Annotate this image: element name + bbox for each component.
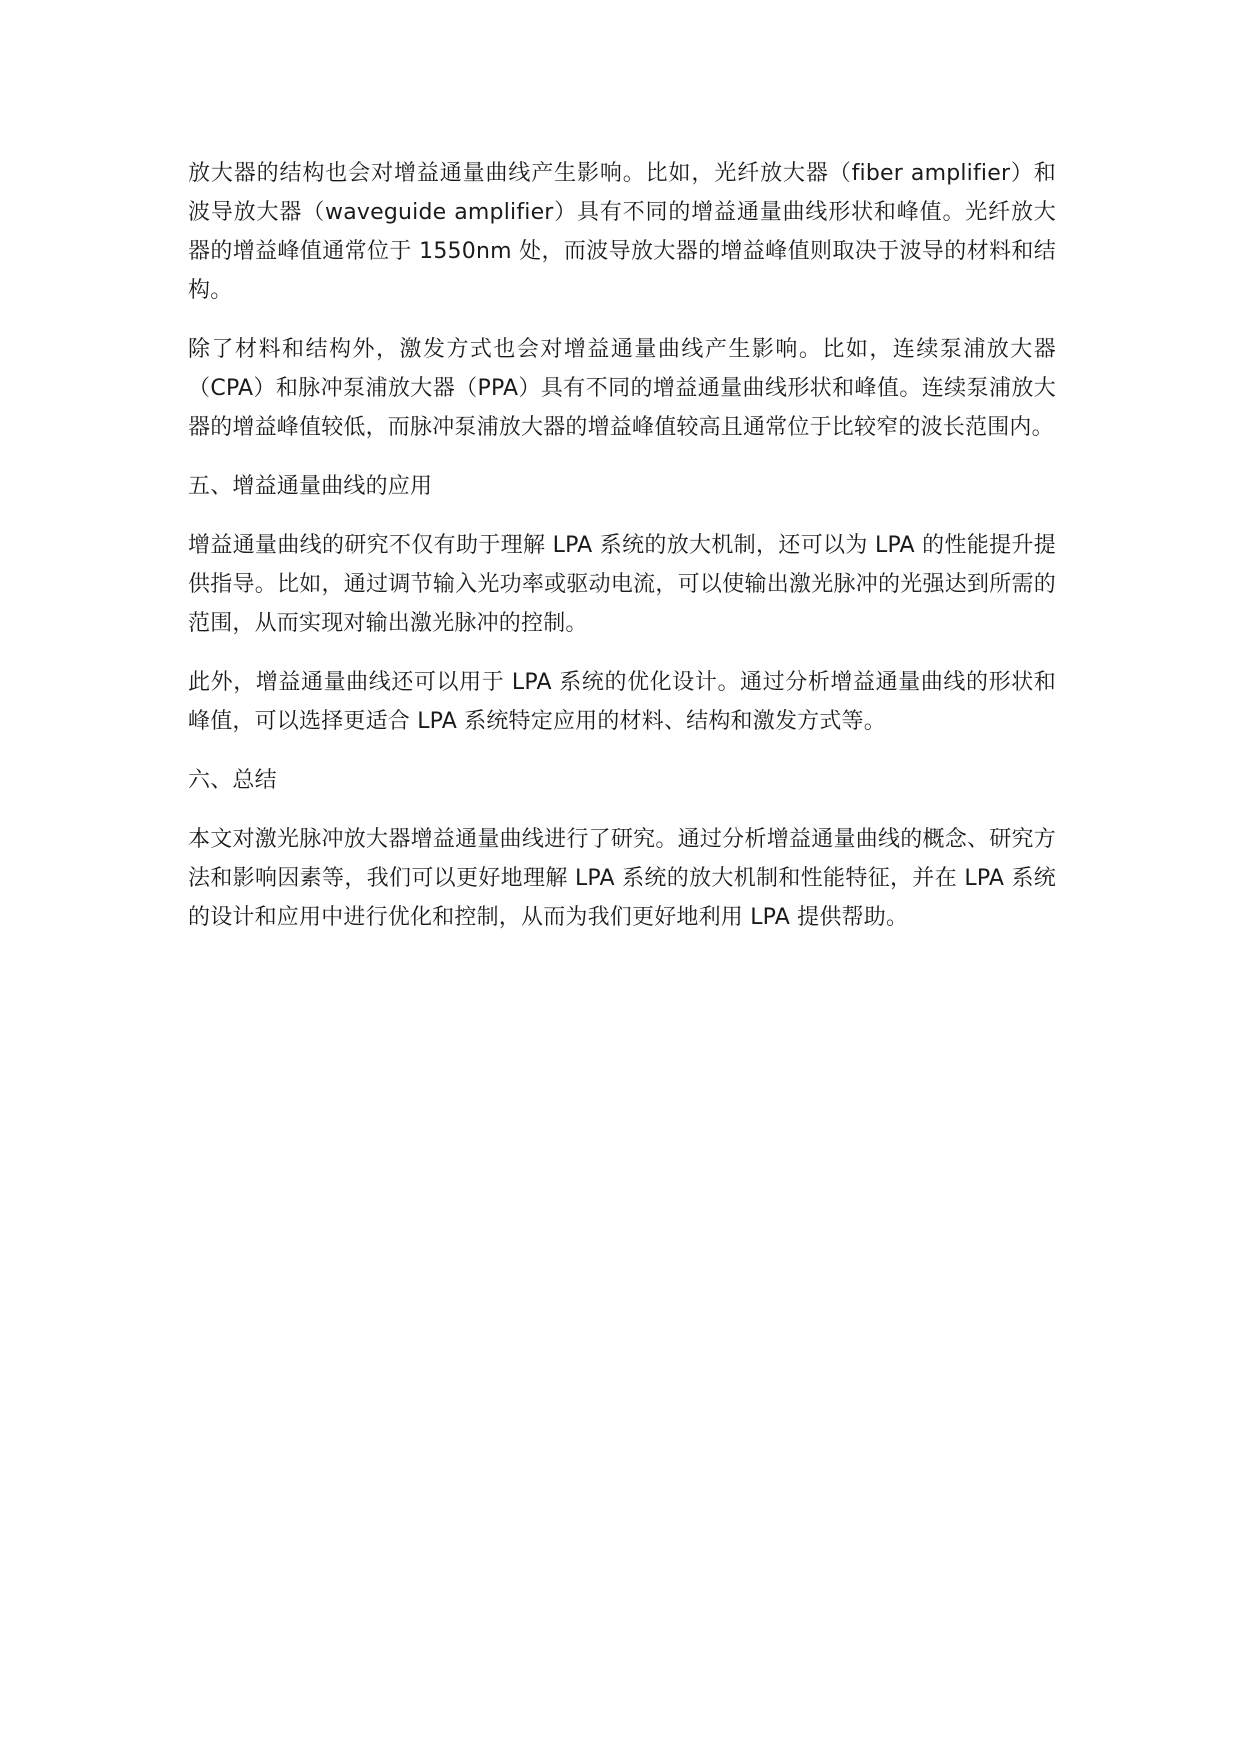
- paragraph-optimization-design: 此外，增益通量曲线还可以用于 LPA 系统的优化设计。通过分析增益通量曲线的形状和峰值，可以选择更适合 LPA 系统特定应用的材料、结构和激发方式等。: [188, 670, 1056, 734]
- section-heading-applications: 五、增益通量曲线的应用: [188, 474, 433, 499]
- paragraph-applications-guidance: 增益通量曲线的研究不仅有助于理解 LPA 系统的放大机制，还可以为 LPA 的性能提升提供指导。比如，通过调节输入光功率或驱动电流，可以使输出激光脉冲的光强达到所需的范围，从而实现对输出激光脉冲的控制。: [188, 533, 1056, 636]
- section-heading-summary: 六、总结: [188, 768, 277, 793]
- paragraph-amplifier-structure: 放大器的结构也会对增益通量曲线产生影响。比如，光纤放大器（fiber amplifier）和波导放大器（waveguide amplifier）具有不同的增益通量曲线形状和峰值。光纤放大器的增益峰值通常位于 1550nm 处，而波导放大器的增益峰值则取决于波导的材料和结构。: [188, 161, 1056, 303]
- document-body: [188, 154, 1056, 957]
- paragraph-excitation-method: 除了材料和结构外，激发方式也会对增益通量曲线产生影响。比如，连续泵浦放大器（CPA）和脉冲泵浦放大器（PPA）具有不同的增益通量曲线形状和峰值。连续泵浦放大器的增益峰值较低，而脉冲泵浦放大器的增益峰值较高且通常位于比较窄的波长范围内。: [188, 337, 1056, 440]
- paragraph-summary: 本文对激光脉冲放大器增益通量曲线进行了研究。通过分析增益通量曲线的概念、研究方法和影响因素等，我们可以更好地理解 LPA 系统的放大机制和性能特征，并在 LPA 系统的设计和应用中进行优化和控制，从而为我们更好地利用 LPA 提供帮助。: [188, 827, 1056, 930]
